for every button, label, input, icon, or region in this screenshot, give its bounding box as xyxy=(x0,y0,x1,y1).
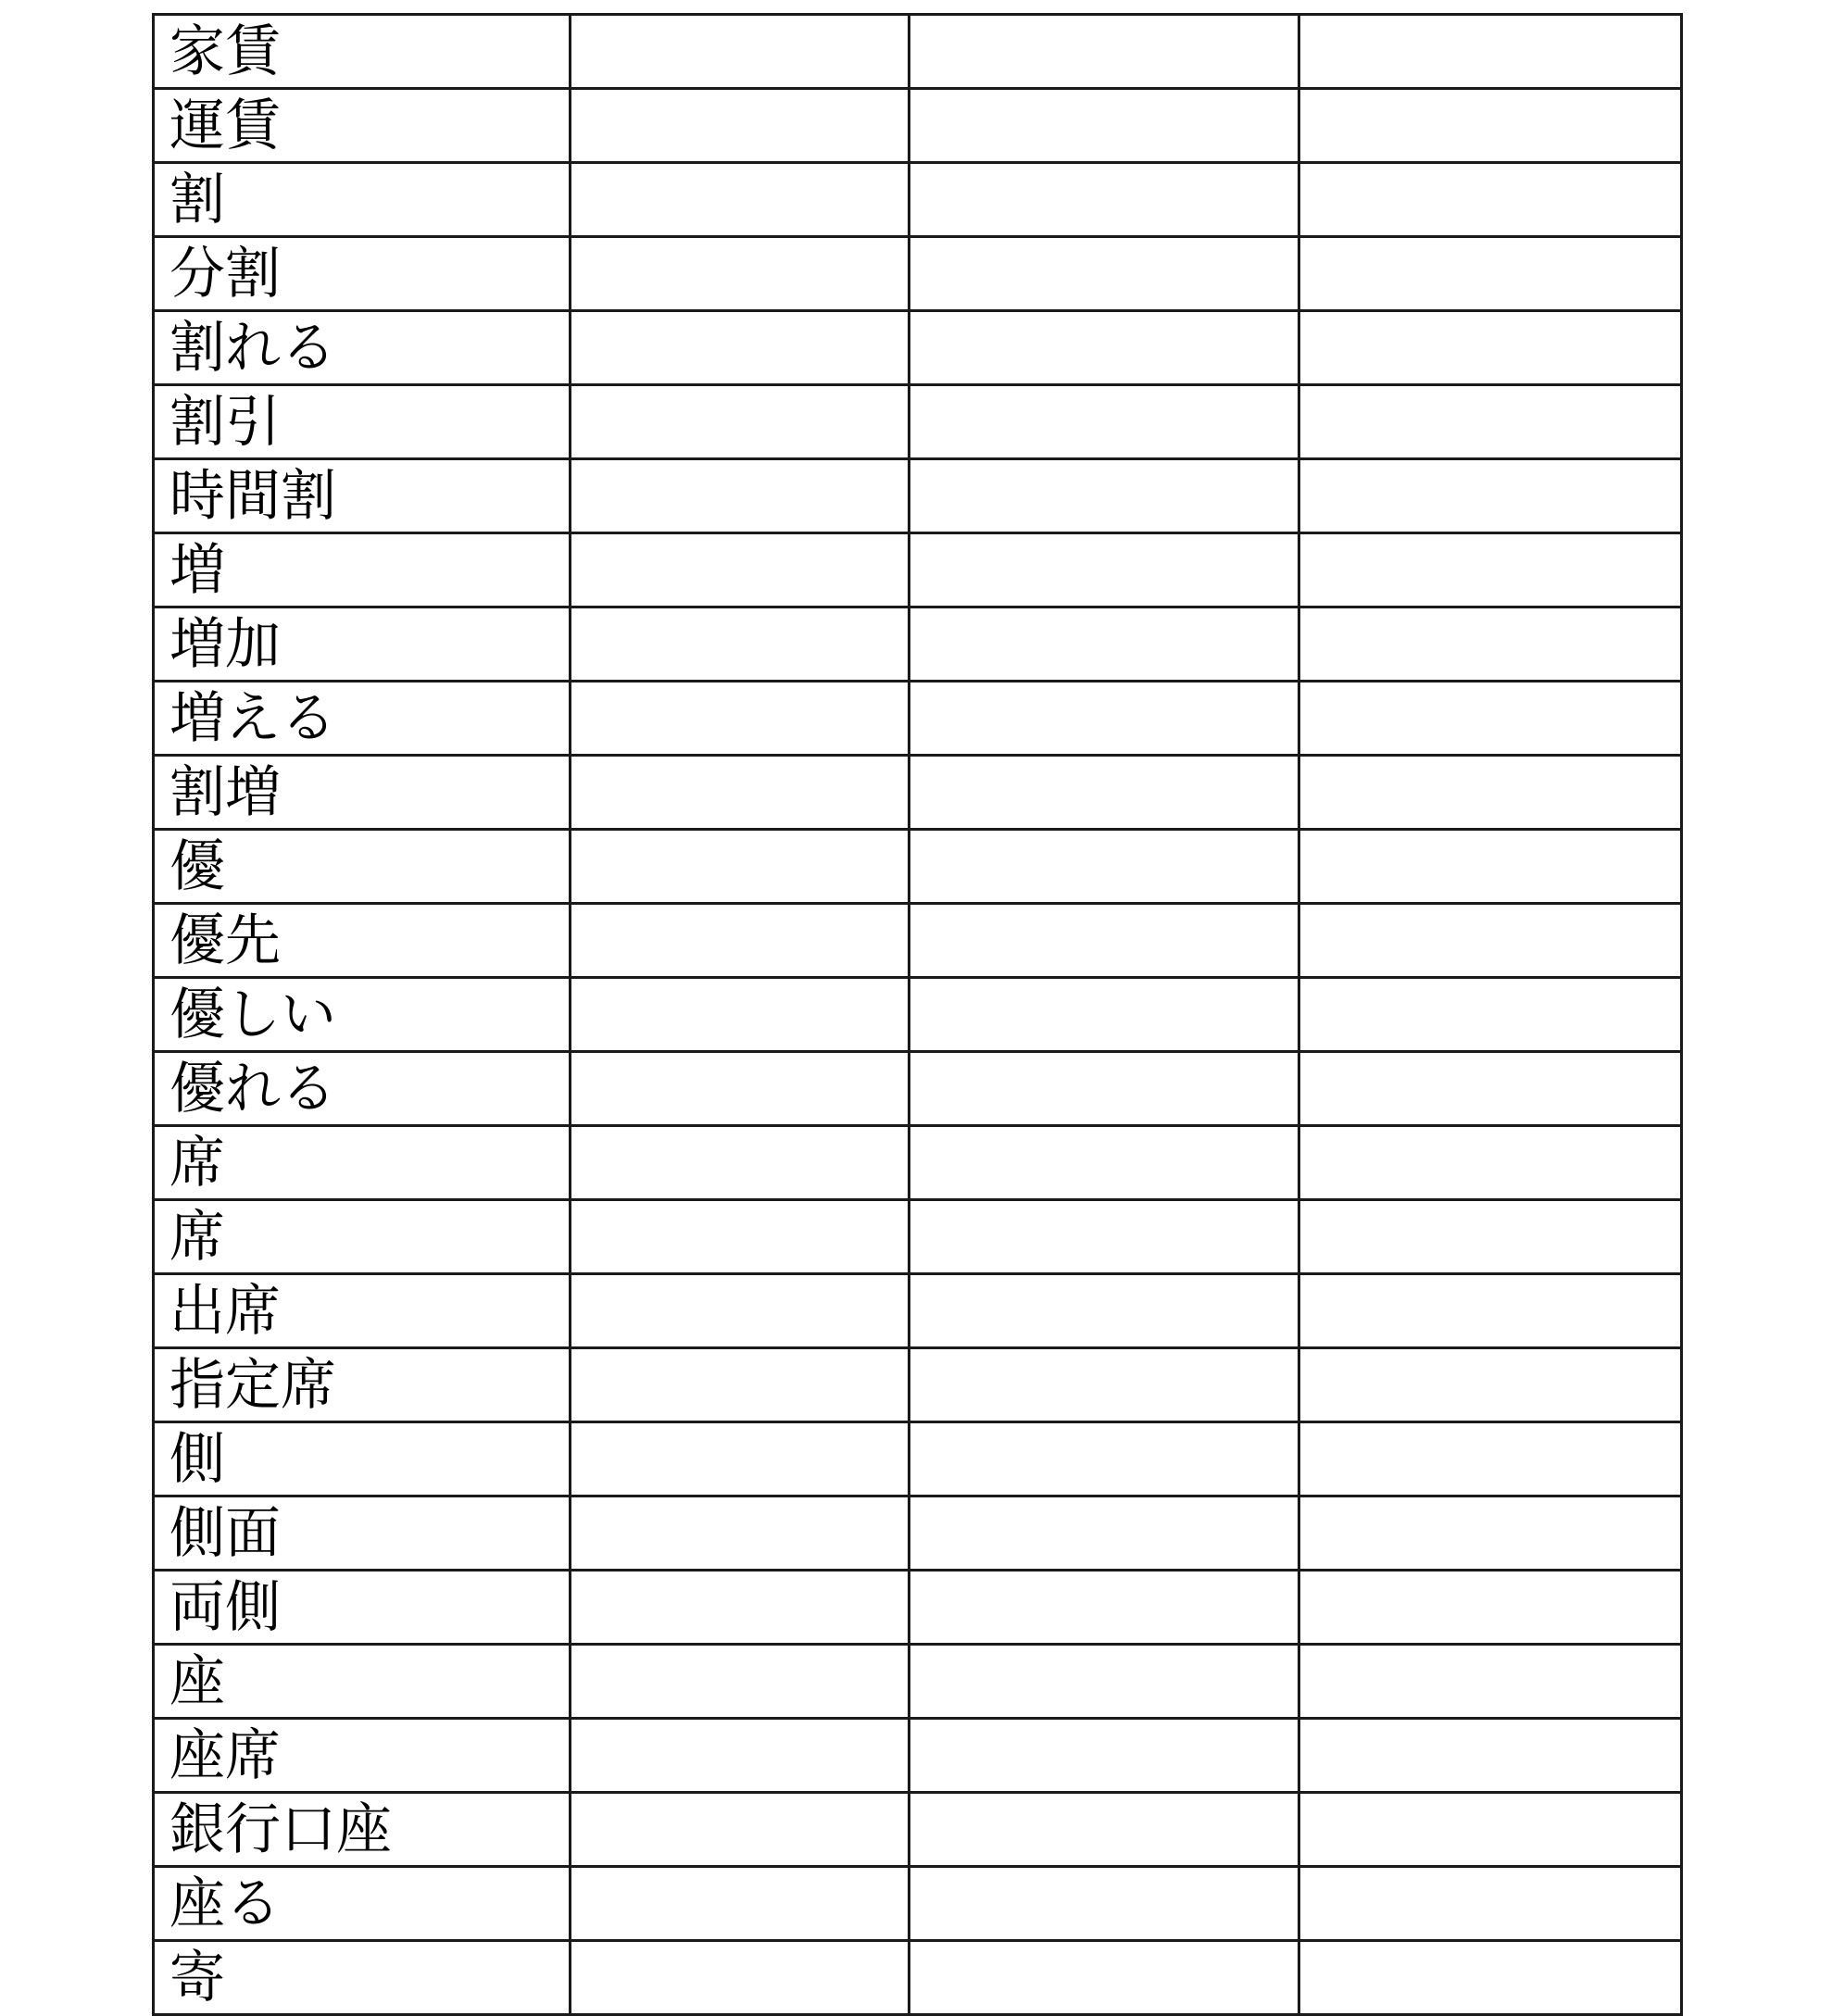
blank-answer-cell[interactable] xyxy=(571,89,910,163)
vocab-word-cell: 側面 xyxy=(154,1496,571,1571)
vocab-word-cell: 座席 xyxy=(154,1719,571,1793)
blank-answer-cell[interactable] xyxy=(1299,15,1682,89)
blank-answer-cell[interactable] xyxy=(910,459,1299,533)
vocab-word-cell: 増 xyxy=(154,533,571,607)
table-row xyxy=(154,682,1682,756)
blank-answer-cell[interactable] xyxy=(571,15,910,89)
blank-answer-cell[interactable] xyxy=(571,1422,910,1496)
blank-answer-cell[interactable] xyxy=(571,1052,910,1126)
table-row xyxy=(154,1348,1682,1422)
table-row xyxy=(154,163,1682,237)
blank-answer-cell[interactable] xyxy=(910,1052,1299,1126)
blank-answer-cell[interactable] xyxy=(910,1571,1299,1645)
blank-answer-cell[interactable] xyxy=(910,756,1299,830)
blank-answer-cell[interactable] xyxy=(571,459,910,533)
blank-answer-cell[interactable] xyxy=(1299,163,1682,237)
table-row xyxy=(154,1126,1682,1200)
table-row xyxy=(154,1645,1682,1719)
table-row xyxy=(154,1052,1682,1126)
blank-answer-cell[interactable] xyxy=(910,1793,1299,1867)
blank-answer-cell[interactable] xyxy=(1299,1422,1682,1496)
blank-answer-cell[interactable] xyxy=(910,237,1299,311)
vocab-word-cell: 優 xyxy=(154,830,571,904)
table-row xyxy=(154,1274,1682,1348)
blank-answer-cell[interactable] xyxy=(910,1126,1299,1200)
vocabulary-table-body xyxy=(154,15,1682,2015)
blank-answer-cell[interactable] xyxy=(1299,1126,1682,1200)
table-row xyxy=(154,1867,1682,1941)
blank-answer-cell[interactable] xyxy=(1299,1645,1682,1719)
blank-answer-cell[interactable] xyxy=(571,830,910,904)
blank-answer-cell[interactable] xyxy=(1299,385,1682,459)
blank-answer-cell[interactable] xyxy=(910,311,1299,385)
blank-answer-cell[interactable] xyxy=(571,904,910,978)
table-row xyxy=(154,1496,1682,1571)
blank-answer-cell[interactable] xyxy=(1299,1571,1682,1645)
blank-answer-cell[interactable] xyxy=(1299,1941,1682,2015)
blank-answer-cell[interactable] xyxy=(571,385,910,459)
blank-answer-cell[interactable] xyxy=(1299,978,1682,1052)
blank-answer-cell[interactable] xyxy=(571,1126,910,1200)
vocabulary-table xyxy=(152,13,1683,2016)
blank-answer-cell[interactable] xyxy=(571,1719,910,1793)
blank-answer-cell[interactable] xyxy=(571,756,910,830)
table-row xyxy=(154,459,1682,533)
blank-answer-cell[interactable] xyxy=(571,607,910,682)
vocab-word-cell: 割引 xyxy=(154,385,571,459)
blank-answer-cell[interactable] xyxy=(571,163,910,237)
blank-answer-cell[interactable] xyxy=(910,89,1299,163)
blank-answer-cell[interactable] xyxy=(571,533,910,607)
vocab-word-cell: 銀行口座 xyxy=(154,1793,571,1867)
blank-answer-cell[interactable] xyxy=(1299,1719,1682,1793)
table-row xyxy=(154,237,1682,311)
vocab-word-cell: 割 xyxy=(154,163,571,237)
blank-answer-cell[interactable] xyxy=(571,1793,910,1867)
blank-answer-cell[interactable] xyxy=(1299,533,1682,607)
vocab-word-cell: 優先 xyxy=(154,904,571,978)
table-row xyxy=(154,607,1682,682)
vocab-word-cell: 優しい xyxy=(154,978,571,1052)
table-row xyxy=(154,830,1682,904)
vocab-word-cell: 座る xyxy=(154,1867,571,1941)
vocab-word-cell: 分割 xyxy=(154,237,571,311)
blank-answer-cell[interactable] xyxy=(910,978,1299,1052)
blank-answer-cell[interactable] xyxy=(1299,1200,1682,1274)
blank-answer-cell[interactable] xyxy=(571,1867,910,1941)
blank-answer-cell[interactable] xyxy=(1299,1274,1682,1348)
table-row xyxy=(154,1571,1682,1645)
vocab-word-cell: 側 xyxy=(154,1422,571,1496)
blank-answer-cell[interactable] xyxy=(910,533,1299,607)
blank-answer-cell[interactable] xyxy=(1299,459,1682,533)
vocab-word-cell: 座 xyxy=(154,1645,571,1719)
blank-answer-cell[interactable] xyxy=(910,1719,1299,1793)
vocab-word-cell: 時間割 xyxy=(154,459,571,533)
blank-answer-cell[interactable] xyxy=(910,1422,1299,1496)
vocab-word-cell: 家賃 xyxy=(154,15,571,89)
table-row xyxy=(154,1719,1682,1793)
blank-answer-cell[interactable] xyxy=(910,15,1299,89)
blank-answer-cell[interactable] xyxy=(1299,904,1682,978)
blank-answer-cell[interactable] xyxy=(1299,311,1682,385)
blank-answer-cell[interactable] xyxy=(571,1200,910,1274)
blank-answer-cell[interactable] xyxy=(571,311,910,385)
blank-answer-cell[interactable] xyxy=(571,1496,910,1571)
blank-answer-cell[interactable] xyxy=(910,682,1299,756)
blank-answer-cell[interactable] xyxy=(571,1571,910,1645)
blank-answer-cell[interactable] xyxy=(1299,89,1682,163)
blank-answer-cell[interactable] xyxy=(910,1645,1299,1719)
blank-answer-cell[interactable] xyxy=(910,904,1299,978)
vocab-word-cell: 両側 xyxy=(154,1571,571,1645)
vocab-word-cell: 出席 xyxy=(154,1274,571,1348)
table-row xyxy=(154,904,1682,978)
blank-answer-cell[interactable] xyxy=(910,385,1299,459)
table-row xyxy=(154,756,1682,830)
blank-answer-cell[interactable] xyxy=(910,1274,1299,1348)
blank-answer-cell[interactable] xyxy=(910,1348,1299,1422)
table-row xyxy=(154,15,1682,89)
table-row xyxy=(154,1941,1682,2015)
vocab-word-cell: 増加 xyxy=(154,607,571,682)
blank-answer-cell[interactable] xyxy=(910,830,1299,904)
blank-answer-cell[interactable] xyxy=(1299,1867,1682,1941)
blank-answer-cell[interactable] xyxy=(571,237,910,311)
blank-answer-cell[interactable] xyxy=(571,1941,910,2015)
blank-answer-cell[interactable] xyxy=(910,1496,1299,1571)
blank-answer-cell[interactable] xyxy=(910,1200,1299,1274)
vocab-word-cell: 席 xyxy=(154,1126,571,1200)
table-row xyxy=(154,311,1682,385)
blank-answer-cell[interactable] xyxy=(910,1867,1299,1941)
blank-answer-cell[interactable] xyxy=(1299,682,1682,756)
vocab-word-cell: 運賃 xyxy=(154,89,571,163)
blank-answer-cell[interactable] xyxy=(1299,1348,1682,1422)
blank-answer-cell[interactable] xyxy=(571,1645,910,1719)
table-row xyxy=(154,978,1682,1052)
table-row xyxy=(154,1200,1682,1274)
vocab-word-cell: 割れる xyxy=(154,311,571,385)
blank-answer-cell[interactable] xyxy=(1299,1793,1682,1867)
table-row xyxy=(154,1793,1682,1867)
vocab-word-cell: 寄 xyxy=(154,1941,571,2015)
blank-answer-cell[interactable] xyxy=(571,978,910,1052)
vocab-word-cell: 席 xyxy=(154,1200,571,1274)
blank-answer-cell[interactable] xyxy=(571,1348,910,1422)
table-row xyxy=(154,1422,1682,1496)
blank-answer-cell[interactable] xyxy=(571,1274,910,1348)
vocab-word-cell: 割増 xyxy=(154,756,571,830)
vocab-word-cell: 指定席 xyxy=(154,1348,571,1422)
blank-answer-cell[interactable] xyxy=(1299,756,1682,830)
blank-answer-cell[interactable] xyxy=(1299,1496,1682,1571)
vocab-word-cell: 増える xyxy=(154,682,571,756)
blank-answer-cell[interactable] xyxy=(910,1941,1299,2015)
table-row xyxy=(154,533,1682,607)
blank-answer-cell[interactable] xyxy=(1299,607,1682,682)
blank-answer-cell[interactable] xyxy=(1299,830,1682,904)
blank-answer-cell[interactable] xyxy=(1299,237,1682,311)
table-row xyxy=(154,385,1682,459)
blank-answer-cell[interactable] xyxy=(1299,1052,1682,1126)
blank-answer-cell[interactable] xyxy=(571,682,910,756)
blank-answer-cell[interactable] xyxy=(910,607,1299,682)
vocab-word-cell: 優れる xyxy=(154,1052,571,1126)
blank-answer-cell[interactable] xyxy=(910,163,1299,237)
table-row xyxy=(154,89,1682,163)
